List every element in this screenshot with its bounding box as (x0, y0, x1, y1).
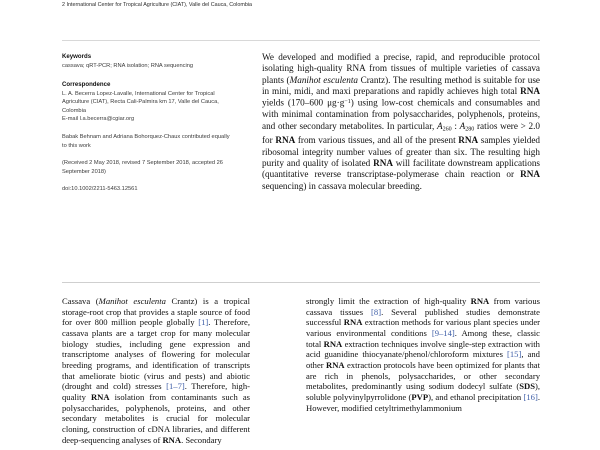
rna-term: RNA (90, 391, 110, 402)
correspondence-block (62, 80, 234, 124)
body-fragment: strongly limit the extraction of high-quality (306, 296, 471, 306)
abstract-fragment: yields (170–600 μg·g (262, 97, 345, 108)
abstract-text (262, 52, 540, 192)
keywords-text: cassava; qRT-PCR; RNA isolation; RNA sequencing (62, 63, 194, 69)
rna-term: RNA (470, 296, 490, 306)
abstract-fragment: from various tissues, and all of the present (295, 135, 459, 146)
article-metadata-column (62, 52, 234, 194)
affiliation-line-2: 2 International Center for Tropical Agriculture (CIAT), Valle del Cauca, Colombia (62, 2, 253, 8)
species-name: Manihot esculenta (289, 74, 359, 85)
correspondence-heading: Correspondence (62, 80, 111, 88)
rna-term: RNA (323, 338, 343, 349)
correspondence-address: L. A. Becerra Lopez-Lavalle, International Center for Tropical Agriculture (CIAT), Recta Cali-Palmira km 17, Valle del Cauca, Colombia (62, 90, 219, 114)
body-fragment: . Several published studies demonstrate successful (306, 306, 540, 328)
body-fragment: Cassava ( (62, 296, 99, 306)
body-fragment: from various cassava tissues (306, 296, 540, 317)
rna-term: RNA (343, 317, 363, 328)
body-fragment: extraction techniques involve single-step extraction with acid guanidine thiocyanate/phenol/chloroform mixtures (306, 338, 540, 360)
body-fragment: ), and ethanol precipitation (428, 391, 524, 402)
abstract-fragment: ratios were > 2.0 for (262, 120, 540, 146)
ratio-colon: : (451, 120, 460, 131)
body-fragment: . Therefore, cassava plants are a target crop for many molecular biology studies, including gene expression and transcriptome analyses of flowering for molecular breeding programs, and identification of transcripts that ameliorate biotic (virus and pests) and abiotic (drought and cold) stresses (62, 317, 250, 392)
absorbance-280-symbol: A (459, 120, 466, 131)
keywords-block (62, 52, 234, 71)
rna-term: RNA (162, 434, 182, 445)
body-column-right (306, 296, 540, 448)
abstract-fragment: samples yielded ribosomal integrity number values of greater than six. The resulting high purity and quality of isolated (262, 135, 540, 168)
rna-term: RNA (275, 135, 296, 146)
rna-term: RNA (458, 135, 479, 146)
citation-ref[interactable]: [9–14] (431, 327, 455, 338)
citation-ref[interactable]: [15] (507, 349, 522, 360)
rna-term: RNA (326, 359, 345, 370)
abstract-fragment: will facilitate downstream applications (quantitative reverse transcriptase-polymerase chain reaction or (262, 157, 540, 180)
abstract-fragment: ) using low-cost chemicals and consumables and with minimal contamination from polysaccharides, polyphenols, proteins, and other secondary metabolites. In particular, (262, 97, 540, 131)
body-fragment: Crantz) is a tropical storage-root crop that provides a staple source of food for over 800 million people globally (62, 296, 250, 328)
rna-term: RNA (520, 86, 540, 97)
body-fragment: ), soluble polyvinylpyrrolidone ( (306, 381, 540, 402)
yield-exponent: −1 (344, 99, 351, 106)
body-fragment: , and other (306, 349, 540, 370)
body-fragment: extraction protocols have been optimized for plants that are rich in phenols, polysaccharides, or other secondary metabolites, predominantly using sodium dodecyl sulfate ( (306, 359, 540, 392)
rna-term: RNA (520, 169, 540, 180)
rna-term: RNA (373, 157, 393, 168)
body-fragment: isolation from contaminants such as polysaccharides, polyphenols, proteins, and other secondary metabolites is crucial for molecular cloning, construction of cDNA libraries, and different deep-sequencing analyses of (62, 391, 250, 445)
citation-ref[interactable]: [8] (371, 306, 382, 317)
doi-text[interactable]: doi:10.1002/2211-5463.12561 (62, 186, 138, 193)
body-fragment: . Secondary (181, 434, 222, 445)
citation-ref[interactable]: [1] (198, 317, 209, 328)
body-fragment: . Therefore, high-quality (62, 381, 250, 402)
pvp-abbreviation: PVP (411, 391, 429, 402)
affiliation-list (62, 2, 542, 9)
correspondence-email[interactable]: E-mail l.a.becerra@cgiar.org (62, 116, 135, 123)
keywords-heading: Keywords (62, 53, 92, 60)
citation-ref[interactable]: [16] (523, 391, 538, 402)
abstract-fragment: sequencing) in cassava molecular breeding. (262, 180, 422, 191)
body-column-left (62, 296, 250, 448)
species-name: Manihot esculenta (98, 296, 166, 306)
absorbance-280-subscript: 280 (465, 125, 475, 132)
absorbance-260-symbol: A (436, 120, 443, 131)
sds-abbreviation: SDS (519, 381, 535, 392)
body-fragment: . However, modified cetyltrimethylammonium (306, 391, 540, 413)
abstract-divider (62, 282, 540, 283)
abstract-fragment: Crantz). The resulting method is suitable for use in mini, midi, and maxi preparations and rapidly achieves high total (262, 74, 540, 97)
absorbance-260-subscript: 260 (442, 125, 452, 132)
submission-dates-note: (Received 2 May 2018, revised 7 September 2018, accepted 26 September 2018) (62, 160, 223, 175)
equal-contribution-note: Babak Behnam and Adriana Bohorquez-Chaux contributed equally to this work (62, 133, 230, 149)
header-divider (62, 40, 540, 41)
body-fragment: extraction methods for various plant species under various environmental conditions (306, 317, 540, 338)
abstract-fragment: We developed and modified a precise, rapid, and reproducible protocol isolating high-quality RNA from tissues of multiple varieties of cassava plants ( (262, 52, 540, 85)
citation-ref[interactable]: [1–7] (166, 381, 185, 392)
body-fragment: . Among these, classic total (306, 327, 540, 349)
